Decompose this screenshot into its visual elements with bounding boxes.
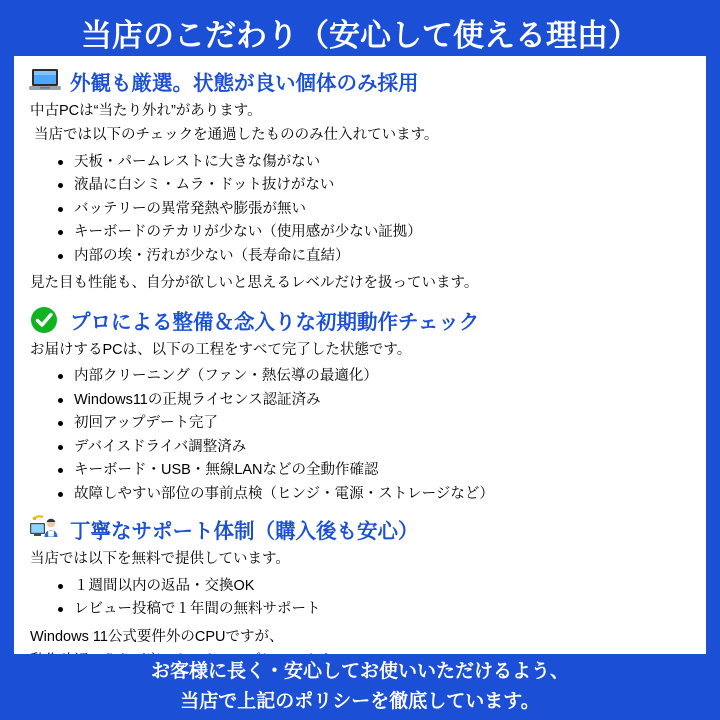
section-lead-1: お届けするPCは、以下の工程をすべて完了した状態です。 [30, 341, 412, 358]
support-agent-icon [28, 514, 62, 544]
section-lead-1: 当店では以下を無料で提供しています。 [30, 551, 290, 568]
content-card [14, 56, 706, 654]
section-header [28, 66, 692, 96]
green-check-icon [28, 305, 62, 335]
list-item: 初回アップデート完了 [74, 412, 692, 435]
section-bullet-list [28, 575, 692, 622]
section-support [28, 514, 692, 654]
section-header [28, 305, 692, 335]
section-lead-1: 中古PCは“当たり外れ”があります。 [30, 103, 262, 119]
list-item: 内部の埃・汚れが少ない（長寿命に直結） [74, 245, 692, 268]
section-title: 外観も厳選。状態が良い個体のみ採用 [70, 72, 419, 95]
section-closing: 見た目も性能も、自分が欲しいと思えるレベルだけを扱っています。 [30, 275, 479, 292]
list-item: キーボードのテカリが少ない（使用感が少ない証拠） [74, 221, 692, 244]
list-item: キーボード・USB・無線LANなどの全動作確認 [74, 459, 692, 482]
footer-line-1: お客様に長く・安心してお使いいただけるよう、 [150, 661, 569, 683]
list-item: バッテリーの異常発熱や膨張が無い [74, 198, 692, 221]
list-item: デバイスドライバ調整済み [74, 436, 692, 459]
section-title: プロによる整備＆念入りな初期動作チェック [70, 310, 480, 334]
section-appearance [28, 66, 692, 295]
list-item: 天板・パームレストに大きな傷がない [74, 151, 692, 174]
section-bullet-list [28, 365, 692, 506]
laptop-icon [28, 66, 62, 96]
page-title: 当店のこだわり（安心して使える理由） [81, 18, 639, 53]
section-bullet-list [28, 151, 692, 268]
section-lead-2: 当店では以下のチェックを通過したもののみ仕入れています。 [34, 127, 439, 144]
list-item: 内部クリーニング（ファン・熱伝導の最適化） [74, 365, 692, 388]
list-item: Windows11の正規ライセンス認証済み [74, 389, 692, 412]
list-item: １週間以内の返品・交換OK [74, 575, 692, 598]
footer-note [0, 657, 720, 716]
section-maintenance [28, 305, 692, 506]
list-item: 故障しやすい部位の事前点検（ヒンジ・電源・ストレージなど） [74, 483, 692, 506]
list-item: 液晶に白シミ・ムラ・ドット抜けがない [74, 174, 692, 197]
footer-line-2: 当店で上記のポリシーを徹底しています。 [180, 690, 540, 712]
section-title: 丁寧なサポート体制（購入後も安心） [70, 520, 419, 544]
section-closing-1: Windows 11公式要件外のCPUですが、 [30, 628, 284, 645]
section-closing-2 [28, 650, 692, 654]
section-header [28, 514, 692, 544]
list-item: レビュー投稿で１年間の無料サポート [74, 598, 692, 621]
